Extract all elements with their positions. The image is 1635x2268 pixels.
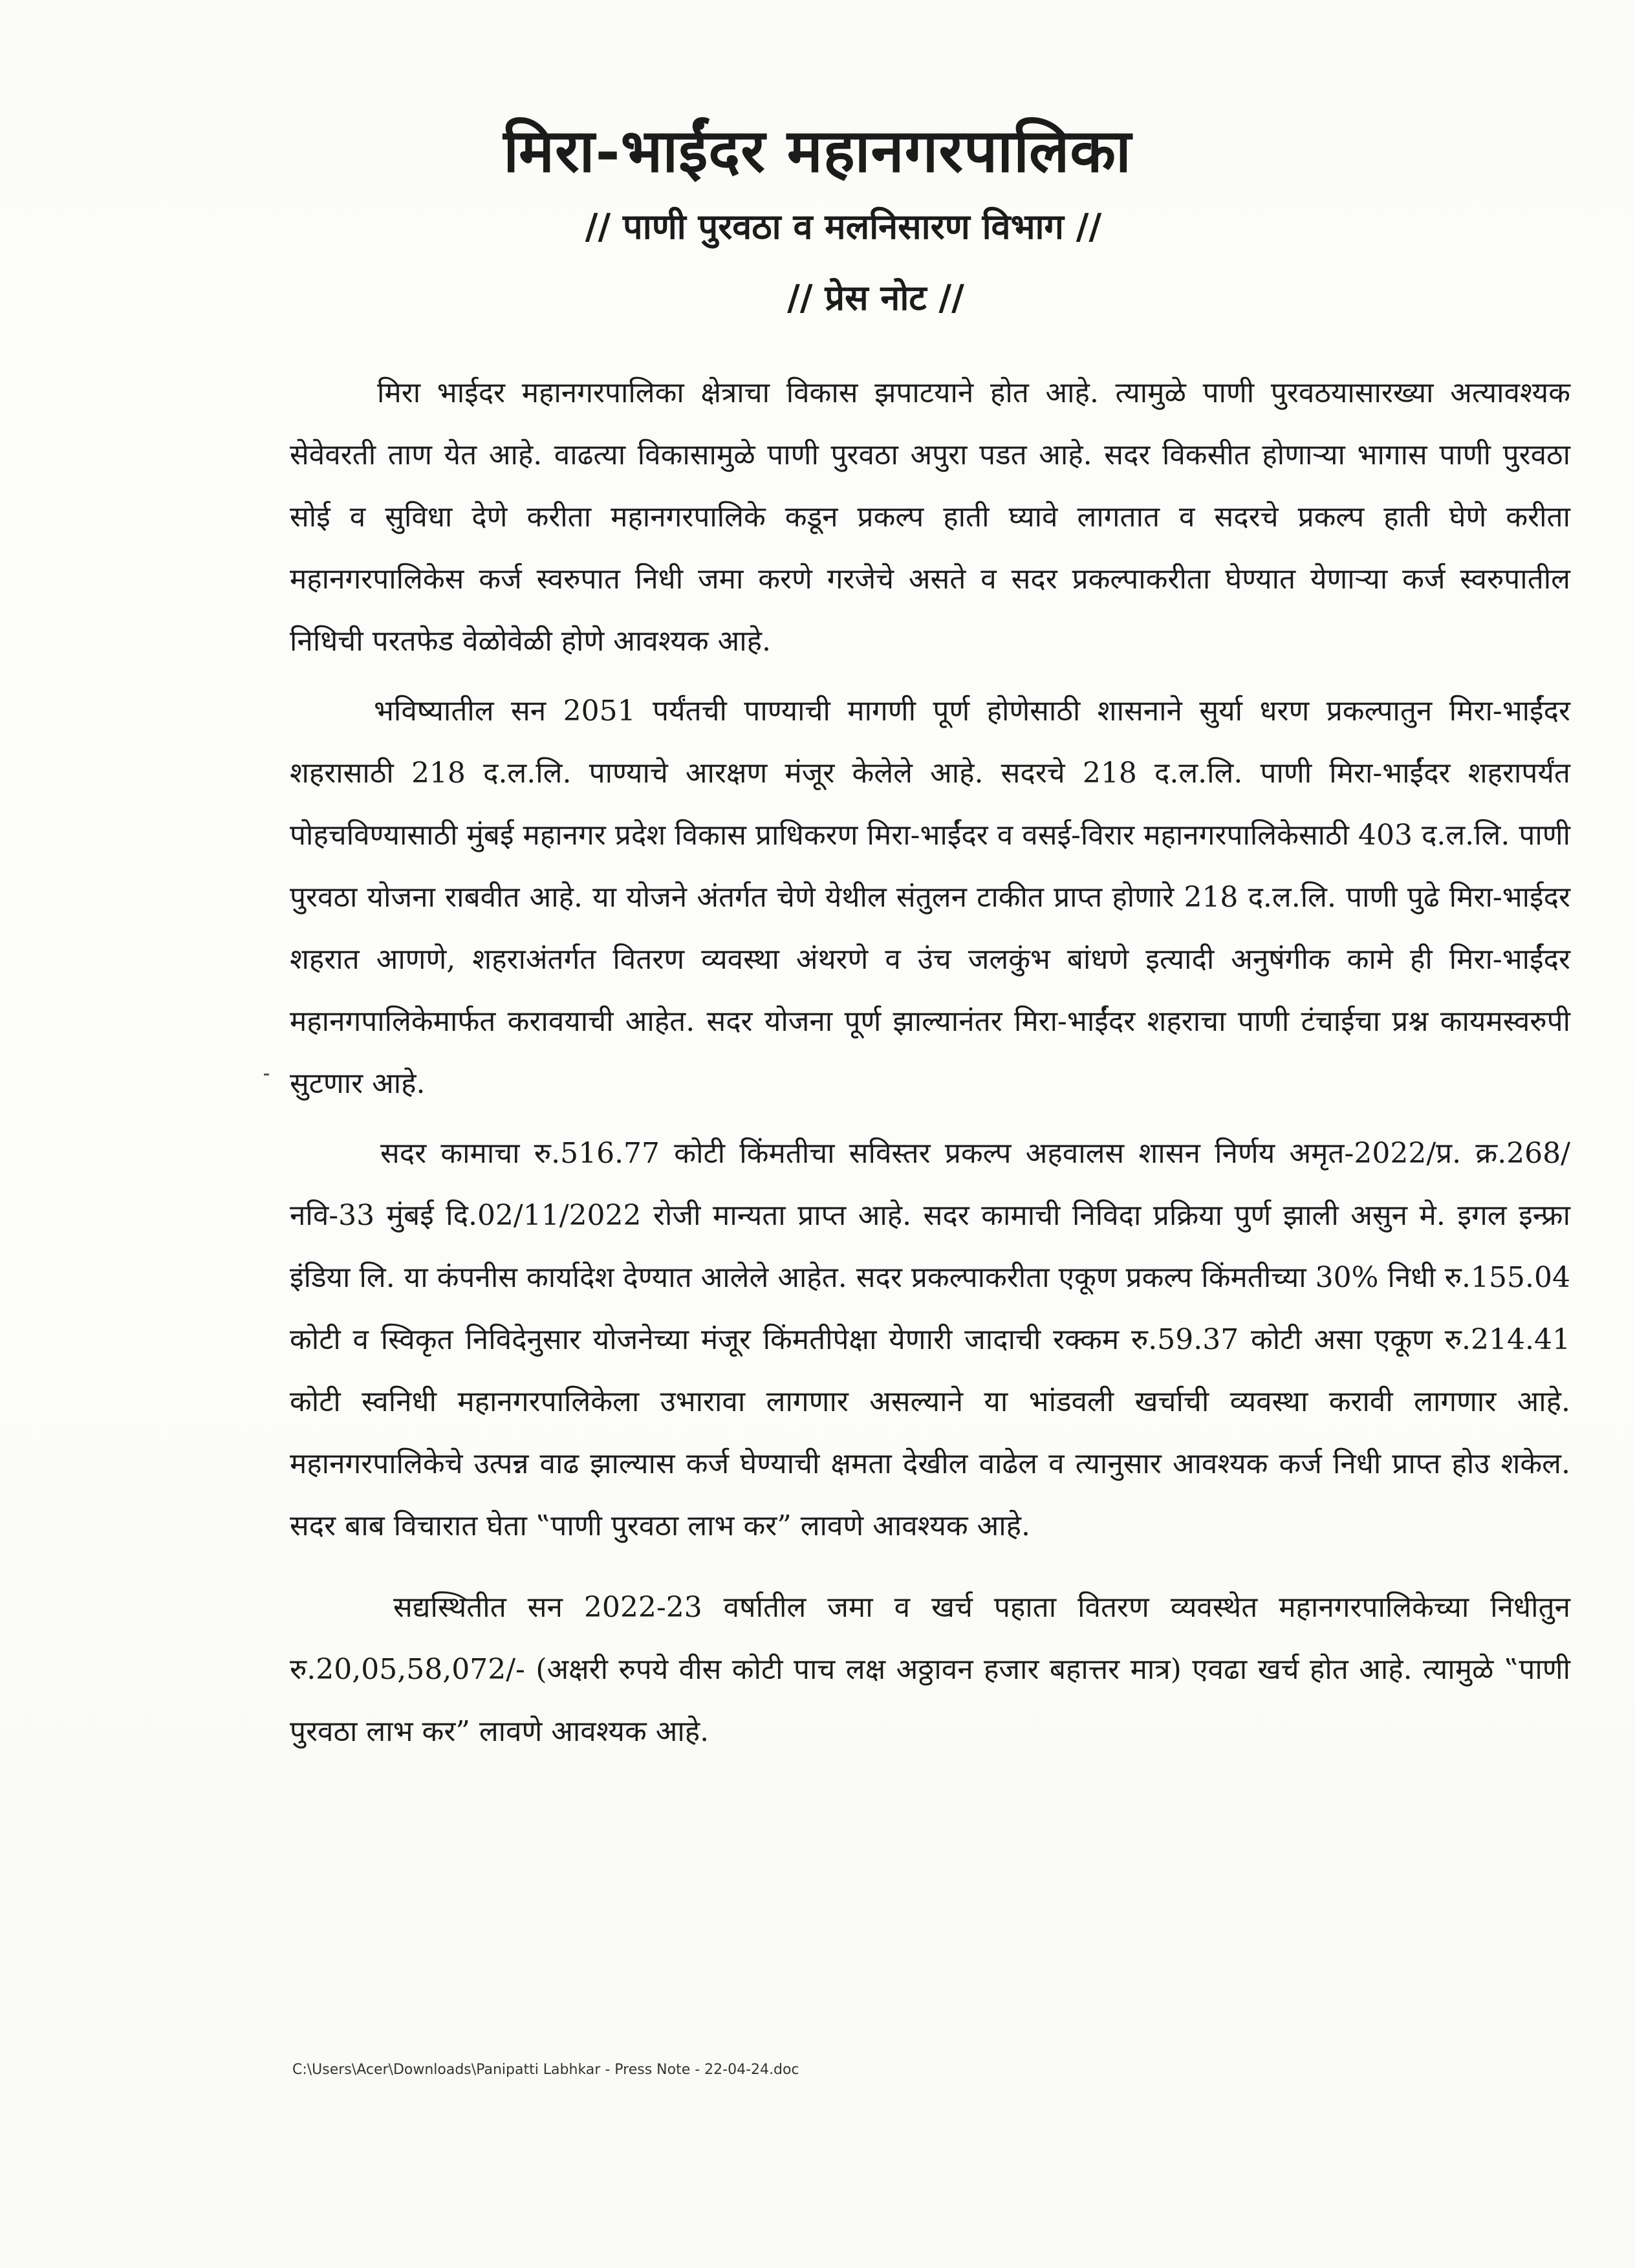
press-note-heading: // प्रेस नोट //: [787, 277, 964, 318]
department-heading: // पाणी पुरवठा व मलनिसारण विभाग //: [585, 206, 1102, 247]
press-note-body: [290, 362, 1570, 1771]
scan-speck: [264, 1074, 269, 1075]
document-title: मिरा-भाईंदर महानगरपालिका: [503, 116, 1132, 186]
paragraph-current-expenditure: सद्यस्थितीत सन 2022-23 वर्षातील जमा व खर्च पहाता वितरण व्यवस्थेत महानगरपालिकेच्या निधीतुन रु.20,05,58,072/- (अक्षरी रुपये वीस कोटी पाच लक्ष अठ्ठावन हजार बहात्तर मात्र) एवढा खर्च होत आहे. त्यामुळे ‟पाणी पुरवठा लाभ कर” लावणे आवश्यक आहे.: [290, 1591, 1570, 1748]
paragraph-surya-dam-project: भविष्यातील सन 2051 पर्यंतची पाण्याची मागणी पूर्ण होणेसाठी शासनाने सुर्या धरण प्रकल्पातुन मिरा-भाईंदर शहरासाठी 218 द.ल.लि. पाण्याचे आरक्षण मंजूर केलेले आहे. सदरचे 218 द.ल.लि. पाणी मिरा-भाईंदर शहरापर्यंत पोहचविण्यासाठी मुंबई महानगर प्रदेश विकास प्राधिकरण मिरा-भाईंदर व वसई-विरार महानगरपालिकेसाठी 403 द.ल.लि. पाणी पुरवठा योजना राबवीत आहे. या योजने अंतर्गत चेणे येथील संतुलन टाकीत प्राप्त होणारे 218 द.ल.लि. पाणी पुढे मिरा-भाईदर शहरात आणणे, शहराअंतर्गत वितरण व्यवस्था अंथरणे व उंच जलकुंभ बांधणे इत्यादी अनुषंगीक कामे ही मिरा-भाईंदर महानगपालिकेमार्फत करावयाची आहेत. सदर योजना पूर्ण झाल्यानंतर मिरा-भाईंदर शहराचा पाणी टंचाईचा प्रश्न कायमस्वरुपी सुटणार आहे.: [290, 695, 1570, 1100]
paragraph-project-cost: सदर कामाचा रु.516.77 कोटी किंमतीचा सविस्तर प्रकल्प अहवालस शासन निर्णय अमृत-2022/प्र. क्र.268/नवि-33 मुंबई दि.02/11/2022 रोजी मान्यता प्राप्त आहे. सदर कामाची निविदा प्रक्रिया पुर्ण झाली असुन मे. इगल इन्फ्रा इंडिया लि. या कंपनीस कार्यादेश देण्यात आलेले आहेत. सदर प्रकल्पाकरीता एकूण प्रकल्प किंमतीच्या 30% निधी रु.155.04 कोटी व स्विकृत निविदेनुसार योजनेच्या मंजूर किंमतीपेक्षा येणारी जादाची रक्कम रु.59.37 कोटी असा एकूण रु.214.41 कोटी स्वनिधी महानगरपालिकेला उभारावा लागणार असल्याने या भांडवली खर्चाची व्यवस्था करावी लागणार आहे. महानगरपालिकेचे उत्पन्न वाढ झाल्यास कर्ज घेण्याची क्षमता देखील वाढेल व त्यानुसार आवश्यक कर्ज निधी प्राप्त होउ शकेल. सदर बाब विचारात घेता ‟पाणी पुरवठा लाभ कर” लावणे आवश्यक आहे.: [290, 1137, 1570, 1542]
paragraph-development-pressure: मिरा भाईदर महानगरपालिका क्षेत्राचा विकास झपाटयाने होत आहे. त्यामुळे पाणी पुरवठयासारख्या अत्यावश्यक सेवेवरती ताण येत आहे. वाढत्या विकासामुळे पाणी पुरवठा अपुरा पडत आहे. सदर विकसीत होणाऱ्या भागास पाणी पुरवठा सोई व सुविधा देणे करीता महानगरपालिके कडून प्रकल्प हाती घ्यावे लागतात व सदरचे प्रकल्प हाती घेणे करीता महानगरपालिकेस कर्ज स्वरुपात निधी जमा करणे गरजेचे असते व सदर प्रकल्पाकरीता घेण्यात येणाऱ्या कर्ज स्वरुपातील निधिची परतफेड वेळोवेळी होणे आवश्यक आहे.: [290, 376, 1570, 658]
footer-file-path: C:\Users\Acer\Downloads\Panipatti Labhkar - Press Note - 22-04-24.doc: [292, 2062, 799, 2078]
